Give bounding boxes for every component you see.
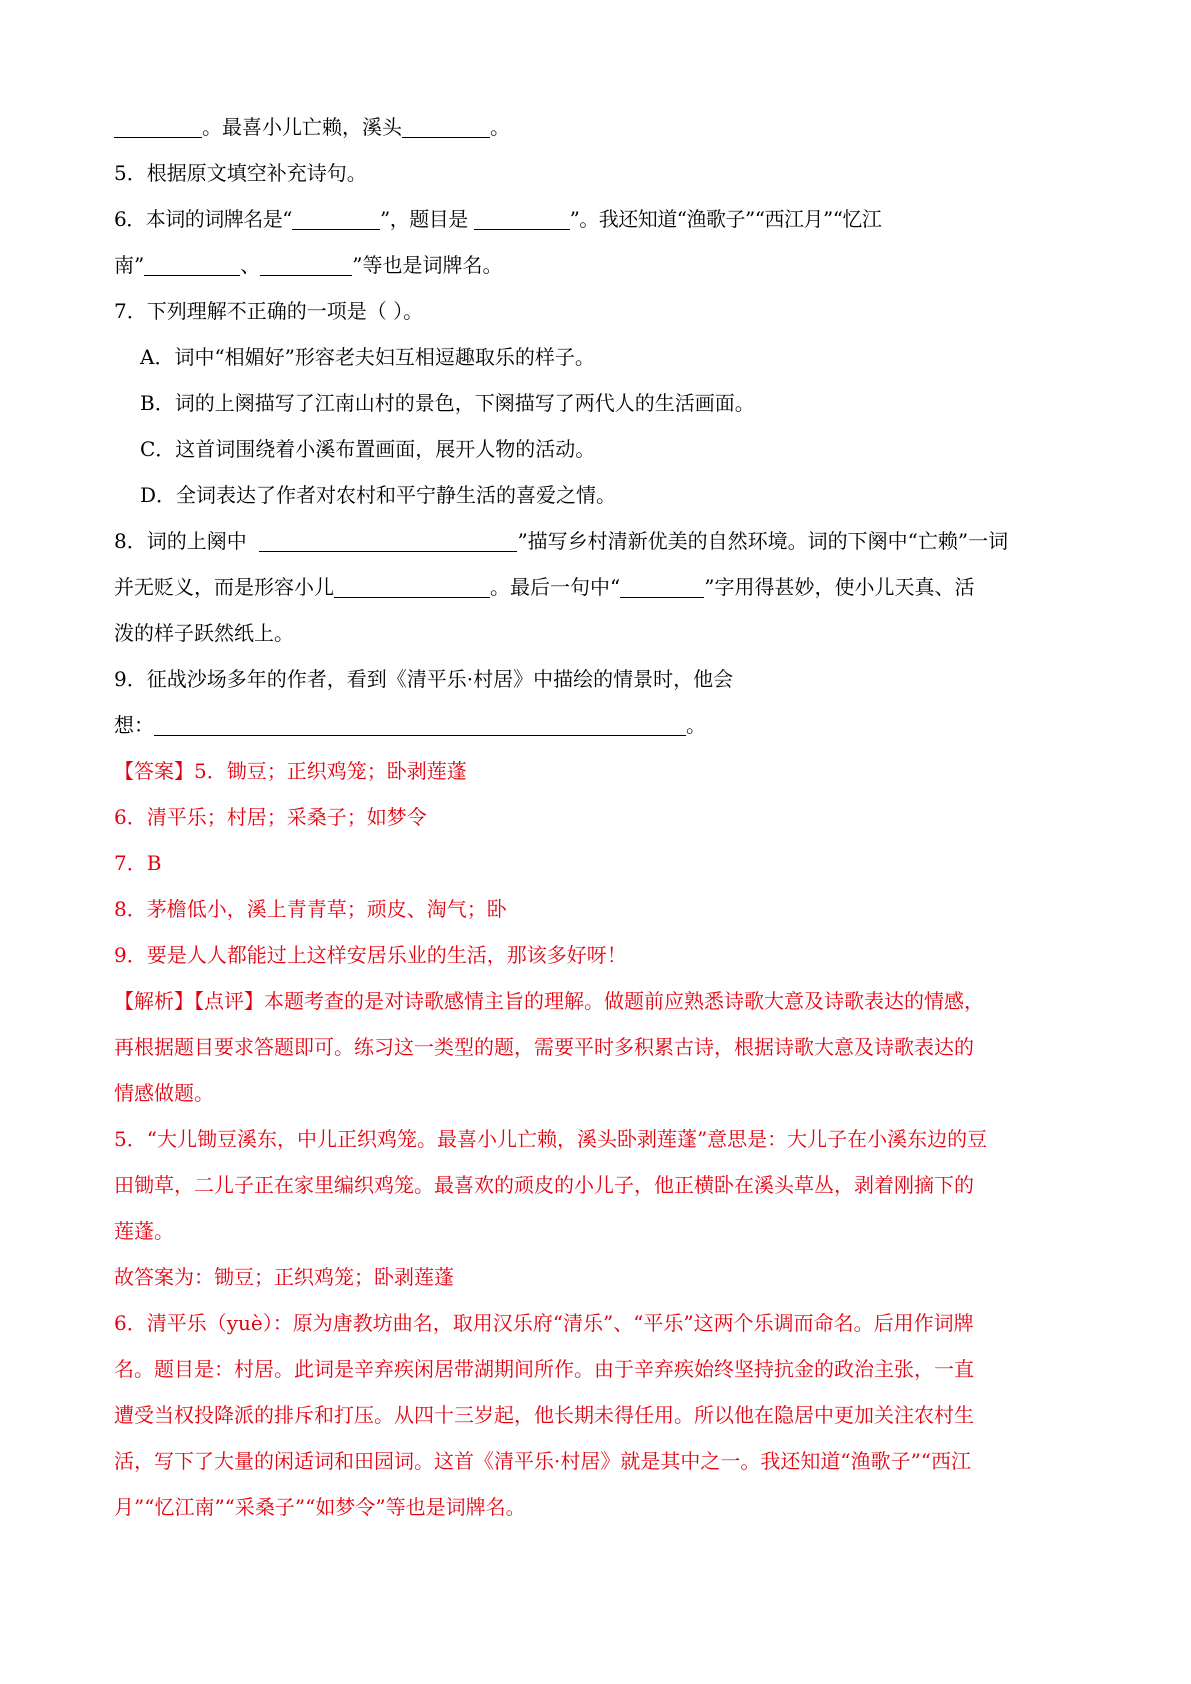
explanation-5-line-4: 故答案为：锄豆；正织鸡笼；卧剥莲蓬: [114, 1265, 454, 1289]
answer-blank[interactable]: [402, 117, 490, 138]
q7-option-a[interactable]: A．词中“相媚好”形容老夫妇互相逗趣取乐的样子。: [140, 345, 595, 369]
answer-blank[interactable]: [620, 577, 704, 598]
answer-5-text: 5．锄豆；正织鸡笼；卧剥莲蓬: [194, 759, 467, 783]
analysis-comment-line-1: [114, 978, 1079, 1024]
question-7-stem: 7．下列理解不正确的一项是（ ）。: [114, 299, 424, 323]
q8-line2-mid: 。最后一句中“: [490, 575, 621, 599]
q4-tail-line: [114, 104, 1079, 150]
q4-tail-text: 。最喜小儿亡赖，溪头: [202, 115, 402, 139]
q9-tail: 。: [686, 713, 706, 737]
q7-option-b[interactable]: B．词的上阕描写了江南山村的景色，下阕描写了两代人的生活画面。: [140, 391, 755, 415]
q6-tail: ”等也是词牌名。: [352, 253, 503, 277]
explanation-5-line-3: 莲蓬。: [114, 1219, 174, 1243]
explanation-6-line-2: 名。题目是：村居。此词是辛弃疾闲居带湖期间所作。由于辛弃疾始终坚持抗金的政治主张，一直: [114, 1357, 974, 1381]
explanation-6-line-5: 月”“忆江南”“采桑子”“如梦令”等也是词牌名。: [114, 1495, 526, 1519]
question-9-line-1: 9．征战沙场多年的作者，看到《清平乐·村居》中描绘的情景时，他会: [114, 667, 734, 691]
q6-prefix: 6．本词的词牌名是: [114, 207, 283, 231]
answer-blank[interactable]: [474, 209, 570, 230]
analysis-comment-text: 本题考查的是对诗歌感情主旨的理解。做题前应熟悉诗歌大意及诗歌表达的情感，: [264, 989, 984, 1013]
q6-known-label: ”。我还知道: [569, 207, 677, 231]
question-8-line-2: [114, 564, 1079, 610]
question-9-line-2: [114, 702, 1079, 748]
answer-9: 9．要是人人都能过上这样安居乐业的生活，那该多好呀！: [114, 943, 627, 967]
q8-line1-text: ”描写乡村清新优美的自然环境。词的下阕中“亡赖”一词: [517, 529, 1009, 553]
explanation-6-line-1: 6．清平乐（yuè）：原为唐教坊曲名，取用汉乐府“清乐”、“平乐”这两个乐调而命名。后用作词牌: [114, 1311, 974, 1335]
question-5: 5．根据原文填空补充诗句。: [114, 161, 367, 185]
analysis-comment-line-3: 情感做题。: [114, 1081, 214, 1105]
question-6-line-1: [114, 196, 1079, 242]
q4-tail-end: 。: [490, 115, 510, 139]
q6-separator: 、: [240, 253, 261, 277]
answer-blank[interactable]: [144, 255, 240, 276]
answer-blank[interactable]: [334, 577, 490, 598]
q6-line2-prefix: 南”: [114, 253, 145, 277]
explanation-6-line-4: 活，写下了大量的闲适词和田园词。这首《清平乐·村居》就是其中之一。我还知道“渔歌子”“西江: [114, 1449, 972, 1473]
answer-blank[interactable]: [260, 255, 352, 276]
explanation-5-line-2: 田锄草，二儿子正在家里编织鸡笼。最喜欢的顽皮的小儿子，他正横卧在溪头草丛，剥着刚摘下的: [114, 1173, 974, 1197]
document-content: [114, 104, 1079, 1530]
question-6-line-2: [114, 242, 1079, 288]
q8-line2-prefix: 并无贬义，而是形容小儿: [114, 575, 334, 599]
q8-line2-tail: ”字用得甚妙，使小儿天真、活: [704, 575, 975, 599]
answer-blank[interactable]: [292, 209, 380, 230]
explanation-5-line-1: 5．“大儿锄豆溪东，中儿正织鸡笼。最喜小儿亡赖，溪头卧剥莲蓬”意思是：大儿子在小溪东边的豆: [114, 1127, 988, 1151]
answer-blank[interactable]: [114, 117, 202, 138]
answer-6: 6．清平乐；村居；采桑子；如梦令: [114, 805, 427, 829]
answer-5: [114, 748, 1079, 794]
q6-quote: “: [282, 207, 292, 231]
q6-known-names: “渔歌子”“西江月”“忆江: [676, 207, 882, 231]
answer-7: 7．B: [114, 851, 162, 875]
comment-label: 【点评】: [194, 989, 264, 1013]
answer-blank[interactable]: [259, 531, 517, 552]
analysis-comment-line-2: 再根据题目要求答题即可。练习这一类型的题，需要平时多积累古诗，根据诗歌大意及诗歌表达的: [114, 1035, 974, 1059]
question-8-line-1: [114, 518, 1079, 564]
q7-option-c[interactable]: C．这首词围绕着小溪布置画面，展开人物的活动。: [140, 437, 596, 461]
answer-8: 8．茅檐低小，溪上青青草；顽皮、淘气；卧: [114, 897, 507, 921]
answer-label: 【答案】: [114, 759, 194, 783]
explanation-6-line-3: 遭受当权投降派的排斥和打压。从四十三岁起，他长期未得任用。所以他在隐居中更加关注农村生: [114, 1403, 974, 1427]
q7-option-d[interactable]: D．全词表达了作者对农村和平宁静生活的喜爱之情。: [140, 483, 617, 507]
analysis-label: 【解析】: [114, 989, 194, 1013]
q6-title-label: ”，题目是: [379, 207, 468, 231]
question-8-line-3: 泼的样子跃然纸上。: [114, 621, 294, 645]
answer-blank[interactable]: [154, 715, 686, 736]
q8-prefix: 8．词的上阕中: [114, 529, 247, 553]
q9-prefix: 想：: [114, 713, 154, 737]
